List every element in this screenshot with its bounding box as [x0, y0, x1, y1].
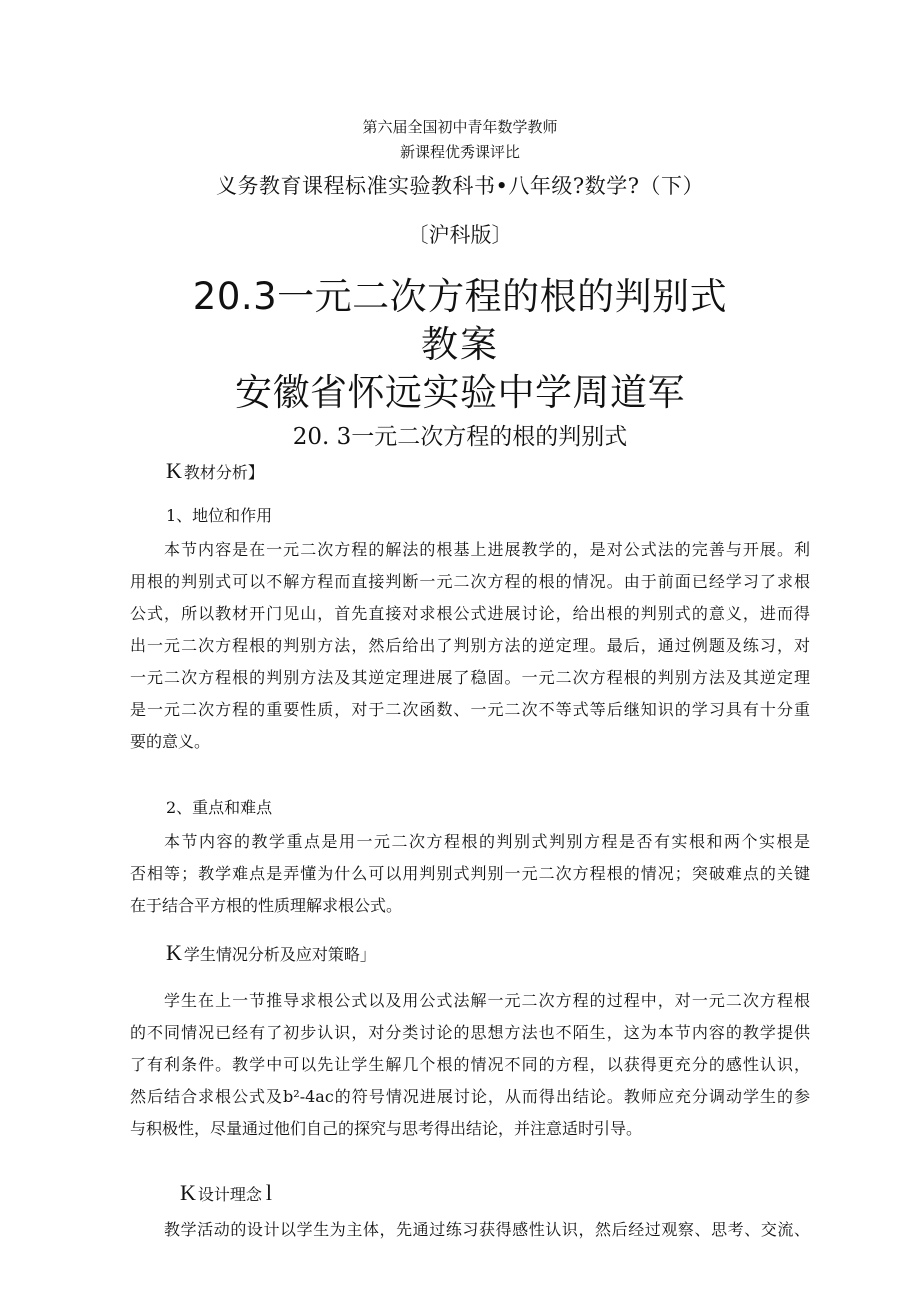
heading-text: 学生情况分析及应对策略」 [183, 945, 376, 964]
section-heading-student [166, 940, 376, 966]
paragraph-line: 出一元二次方程根的判别方法，然后给出了判别方法的逆定理。最后，通过例题及练习，对 [130, 636, 810, 655]
competition-line-1: 第六届全国初中青年数学教师 [362, 118, 558, 136]
paragraph-line: 本节内容的教学重点是用一元二次方程根的判别式判别方程是否有实根和两个实根是 [164, 832, 810, 851]
paragraph-position-role [130, 534, 810, 758]
paragraph-line: 用根的判别式可以不解方程而直接判断一元二次方程的根的情况。由于前面已经学习了求根 [130, 572, 810, 591]
paragraph-line: 学生在上一节推导求根公式以及用公式法解一元二次方程的过程中，对一元二次方程根 [164, 991, 810, 1010]
heading-suffix: l [265, 1180, 273, 1205]
paragraph-line: 在于结合平方根的性质理解求根公式。 [130, 896, 403, 915]
competition-line-2: 新课程优秀课评比 [399, 143, 520, 161]
edition-label: 〔沪科版〕 [407, 223, 513, 247]
section-heading-material [166, 458, 264, 484]
paragraph-line: 教学活动的设计以学生为主体，先通过练习获得感性认识，然后经过观察、思考、交流、 [164, 1220, 810, 1239]
paragraph-line: 本节内容是在一元二次方程的解法的根基上进展教学的，是对公式法的完善与开展。利 [164, 540, 810, 559]
paragraph-line: 的不同情况已经有了初步认识，对分类讨论的思想方法也不陌生，这为本节内容的教学提供 [130, 1023, 810, 1042]
section-heading-design [180, 1180, 272, 1206]
paragraph-line: 与积极性，尽量通过他们自己的探究与思考得出结论，并注意适时引导。 [130, 1119, 643, 1138]
paragraph-line: 了有利条件。教学中可以先让学生解几个根的情况不同的方程，以获得更充分的感性认识， [130, 1055, 810, 1074]
paragraph-line: 公式，所以教材开门见山，首先直接对求根公式进展讨论，给出根的判别式的意义，进而得 [130, 604, 810, 623]
paragraph-line: 然后结合求根公式及b²-4ac的符号情况进展讨论，从而得出结论。教师应充分调动学生的参 [130, 1087, 810, 1106]
paragraph-student-analysis [130, 985, 810, 1145]
subheading-key-difficult: 2、重点和难点 [166, 798, 273, 817]
lesson-subtitle: 20. 3一元二次方程的根的判别式 [292, 424, 628, 450]
heading-text: 教材分析】 [183, 463, 264, 482]
lesson-plan-label: 教案 [421, 323, 499, 366]
paragraph-key-difficult [130, 826, 810, 922]
heading-marker: K [166, 458, 182, 483]
paragraph-line: 要的意义。 [130, 732, 211, 751]
heading-marker: K [180, 1180, 196, 1205]
subheading-position-role: 1、地位和作用 [166, 506, 273, 525]
lesson-title: 20.3一元二次方程的根的判别式 [192, 275, 728, 318]
paragraph-line: 否相等；教学难点是弄懂为什么可以用判别式判别一元二次方程根的情况；突破难点的关键 [130, 864, 810, 883]
author-line: 安徽省怀远实验中学周道军 [235, 371, 685, 414]
paragraph-line: 是一元二次方程的重要性质，对于二次函数、一元二次不等式等后继知识的学习具有十分重 [130, 700, 810, 719]
paragraph-line: 一元二次方程根的判别方法及其逆定理进展了稳固。一元二次方程根的判别方法及其逆定理 [130, 668, 810, 687]
heading-text: 设计理念 [197, 1185, 262, 1204]
paragraph-design-concept [130, 1214, 810, 1246]
heading-marker: K [166, 940, 182, 965]
textbook-line: 义务教育课程标准实验教科书•八年级?数学?（下） [216, 174, 704, 198]
